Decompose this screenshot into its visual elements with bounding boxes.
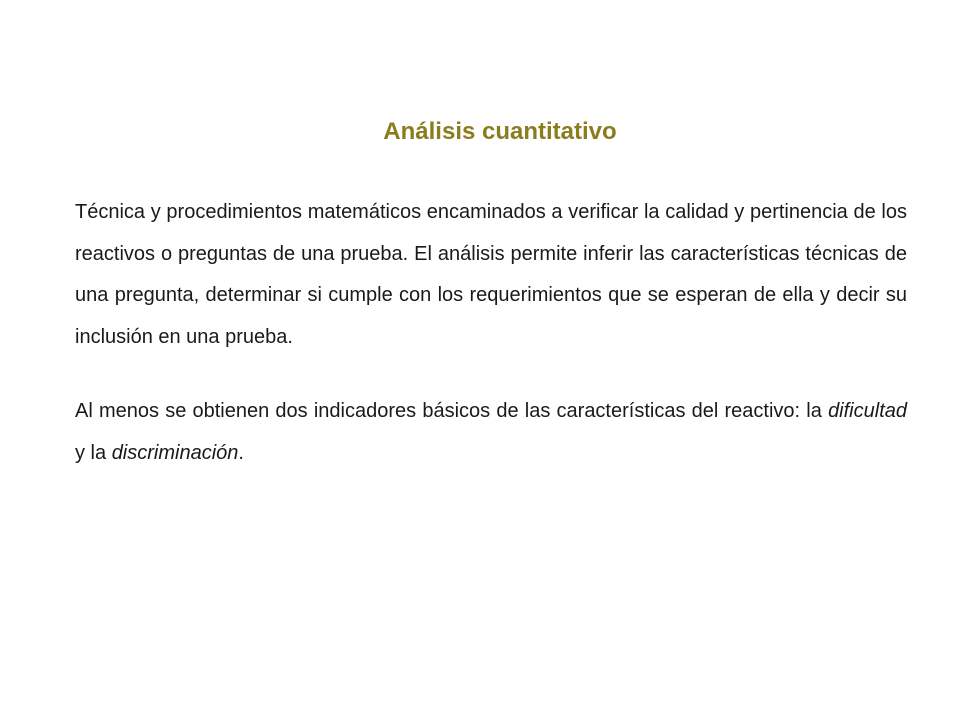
paragraph-indicators: [75, 391, 907, 474]
paragraph-indicators-text-1: Al menos se obtienen dos indicadores básicos de las características del reactivo: la: [75, 400, 829, 422]
term-discriminacion: discriminación: [111, 441, 239, 464]
slide-body: [75, 192, 907, 474]
paragraph-definition: Técnica y procedimientos matemáticos encaminados a verificar la calidad y pertinencia de los reactivos o preguntas de una prueba. El análisis permite inferir las características técnicas de una pregunta, determinar si cumple con los requerimientos que se esperan de ella y decir su inclusión en una prueba.: [75, 201, 907, 348]
slide-title: Análisis cuantitativo: [383, 118, 617, 145]
paragraph-indicators-text-2: y la: [75, 441, 112, 464]
term-dificultad: dificultad: [828, 400, 907, 422]
paragraph-indicators-text-3: .: [238, 441, 244, 464]
